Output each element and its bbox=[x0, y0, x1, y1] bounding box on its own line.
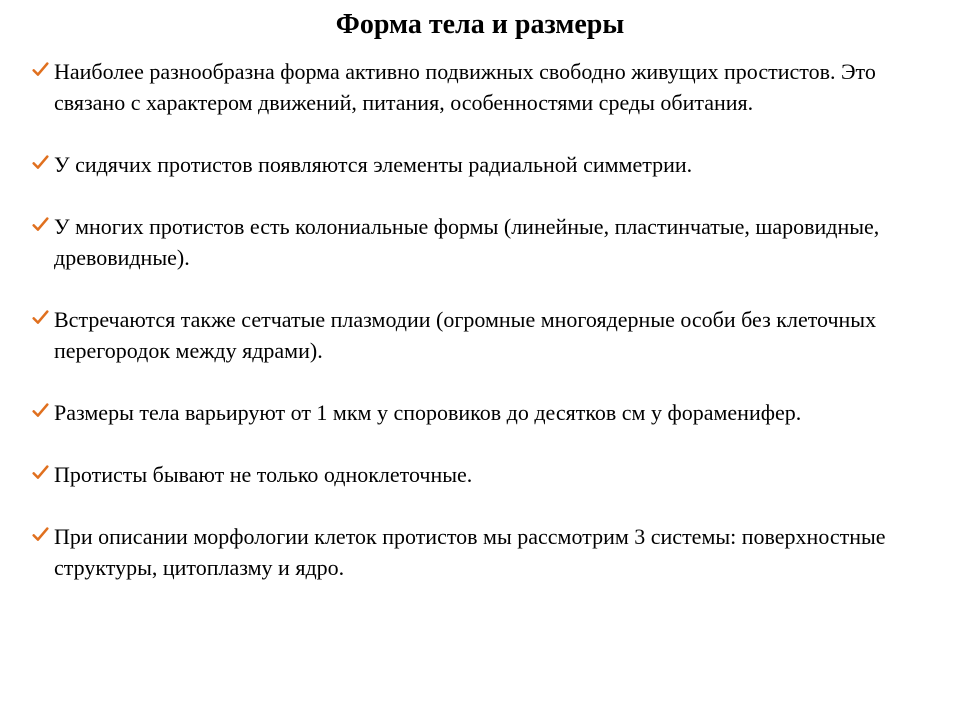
bullet-text: Размеры тела варьируют от 1 мкм у споровиков до десятков см у фораменифер. bbox=[54, 400, 802, 425]
bullet-item bbox=[32, 149, 932, 180]
bullet-text: При описании морфологии клеток протистов мы рассмотрим 3 системы: поверхностные структуры, цитоплазму и ядро. bbox=[54, 524, 886, 580]
bullet-text: Протисты бывают не только одноклеточные. bbox=[54, 462, 473, 487]
checkmark-icon bbox=[32, 521, 52, 552]
checkmark-icon bbox=[32, 56, 52, 87]
bullet-item bbox=[32, 56, 932, 118]
bullet-item bbox=[32, 521, 932, 583]
checkmark-icon bbox=[32, 397, 52, 428]
bullet-text: У многих протистов есть колониальные формы (линейные, пластинчатые, шаровидные, древовидные). bbox=[54, 214, 880, 270]
checkmark-icon bbox=[32, 304, 52, 335]
bullet-text: Наиболее разнообразна форма активно подвижных свободно живущих простистов. Это связано с характером движений, питания, особенностями среды обитания. bbox=[54, 59, 876, 115]
bullet-text: Встречаются также сетчатые плазмодии (огромные многоядерные особи без клеточных перегородок между ядрами). bbox=[54, 307, 877, 363]
bullet-text: У сидячих протистов появляются элементы радиальной симметрии. bbox=[54, 152, 693, 177]
bullet-item bbox=[32, 397, 932, 428]
bullet-item bbox=[32, 459, 932, 490]
checkmark-icon bbox=[32, 459, 52, 490]
checkmark-icon bbox=[32, 211, 52, 242]
slide-title: Форма тела и размеры bbox=[335, 9, 625, 40]
bullet-list bbox=[32, 56, 932, 583]
bullet-item bbox=[32, 304, 932, 366]
checkmark-icon bbox=[32, 149, 52, 180]
bullet-item bbox=[32, 211, 932, 273]
